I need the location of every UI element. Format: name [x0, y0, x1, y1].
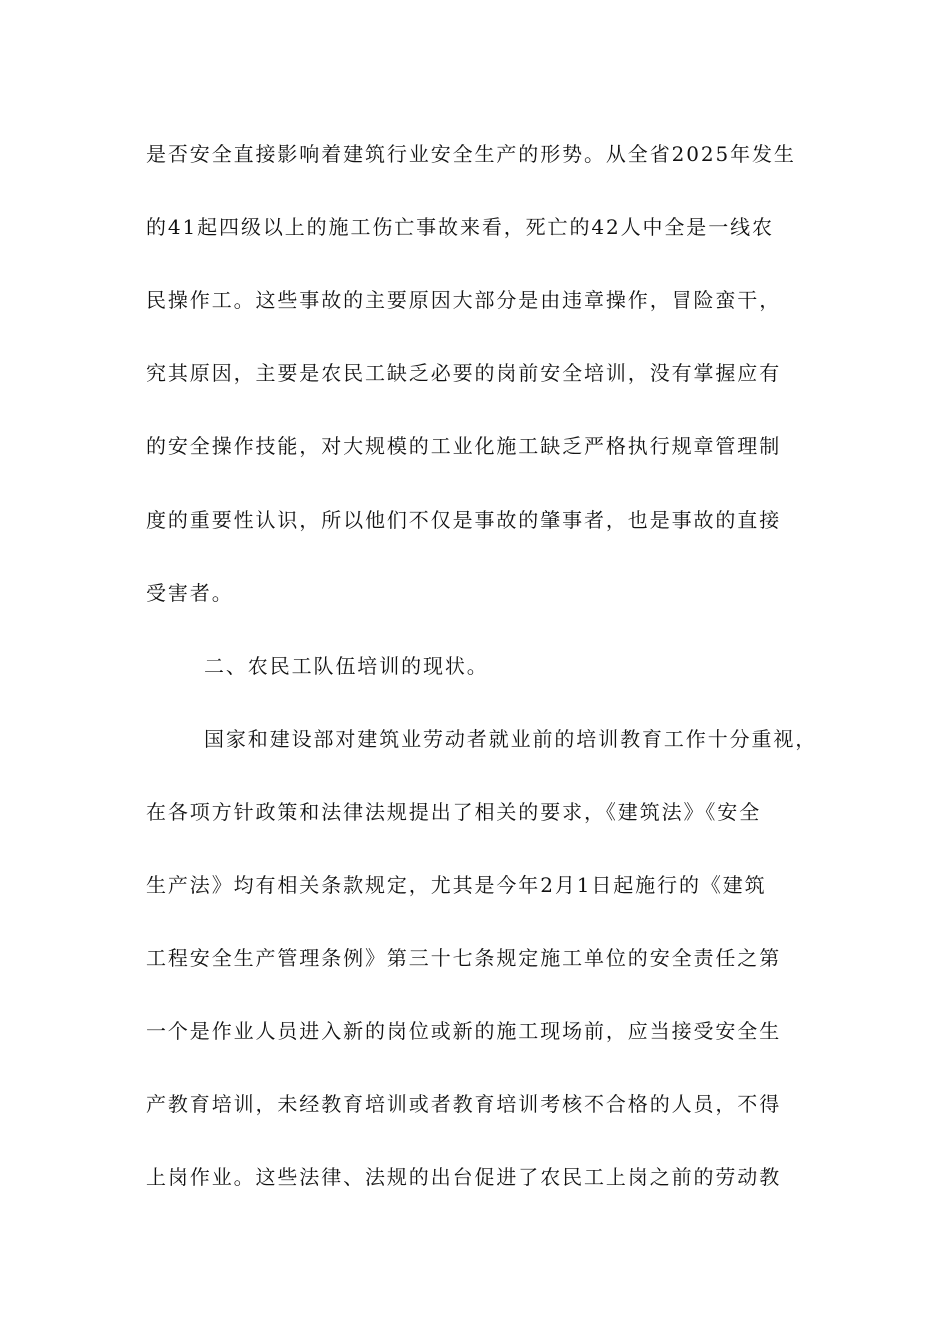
paragraph-2-line-2: 在各项方针政策和法律法规提出了相关的要求，《建筑法》《安全	[146, 800, 762, 824]
section-heading: 二、农民工队伍培训的现状。	[204, 654, 489, 678]
paragraph-1-line-1: 是否安全直接影响着建筑行业安全生产的形势。从全省2025年发生	[146, 142, 796, 166]
paragraph-2-line-4: 工程安全生产管理条例》第三十七条规定施工单位的安全责任之第	[146, 946, 782, 970]
paragraph-1-line-5: 的安全操作技能，对大规模的工业化施工缺乏严格执行规章管理制	[146, 434, 782, 458]
paragraph-2-line-1: 国家和建设部对建筑业劳动者就业前的培训教育工作十分重视，	[204, 727, 818, 751]
paragraph-1-line-2: 的41起四级以上的施工伤亡事故来看，死亡的42人中全是一线农	[146, 215, 774, 239]
paragraph-1-line-7: 受害者。	[146, 581, 234, 605]
paragraph-2-line-6: 产教育培训，未经教育培训或者教育培训考核不合格的人员，不得	[146, 1092, 782, 1116]
paragraph-2-line-7: 上岗作业。这些法律、法规的出台促进了农民工上岗之前的劳动教	[146, 1165, 782, 1189]
paragraph-1-line-4: 究其原因，主要是农民工缺乏必要的岗前安全培训，没有掌握应有	[146, 361, 782, 385]
paragraph-1-line-3: 民操作工。这些事故的主要原因大部分是由违章操作，冒险蛮干，	[146, 288, 782, 312]
paragraph-2-line-5: 一个是作业人员进入新的岗位或新的施工现场前，应当接受安全生	[146, 1019, 782, 1043]
paragraph-1-line-6: 度的重要性认识，所以他们不仅是事故的肇事者，也是事故的直接	[146, 508, 782, 532]
paragraph-2-line-3: 生产法》均有相关条款规定，尤其是今年2月1日起施行的《建筑	[146, 873, 767, 897]
